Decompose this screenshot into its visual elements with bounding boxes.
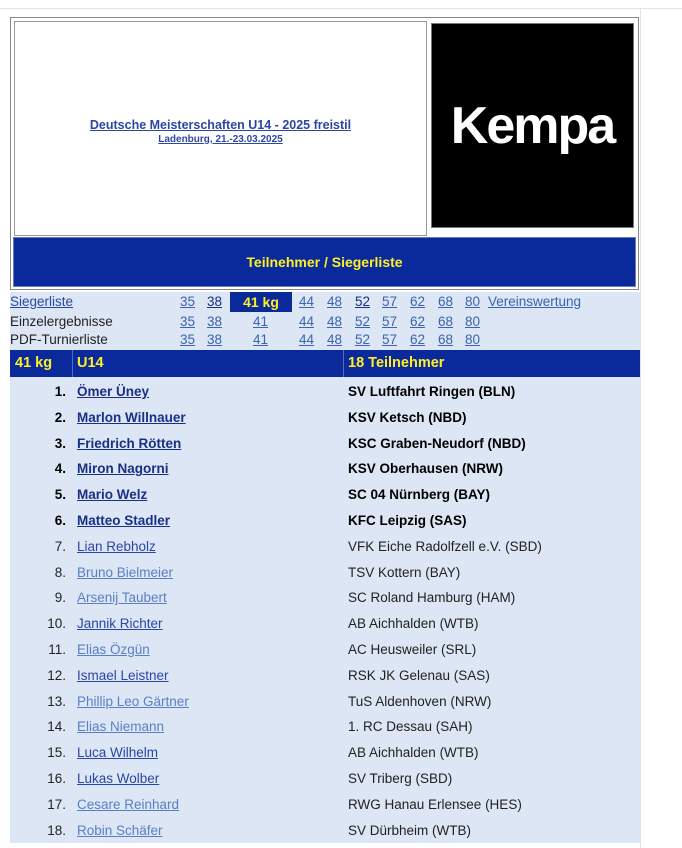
nav-einzel-44[interactable]: 44 [299, 314, 315, 329]
nav-siegerliste-link[interactable]: Siegerliste [10, 294, 74, 309]
club-cell: SV Dürbheim (WTB) [348, 822, 472, 838]
table-row [10, 688, 640, 714]
nav-siegerliste-57[interactable]: 57 [382, 294, 398, 309]
nav-einzel-52[interactable]: 52 [355, 314, 371, 329]
table-row [10, 739, 640, 765]
table-row [10, 430, 640, 456]
header-age-class: U14 [77, 355, 104, 371]
rank-cell: 14. [47, 719, 66, 735]
club-cell: SC 04 Nürnberg (BAY) [348, 487, 491, 503]
rank-cell: 4. [54, 461, 66, 477]
rank-cell: 18. [47, 822, 66, 838]
header-participant-count: 18 Teilnehmer [348, 355, 445, 371]
wrestler-name-link[interactable]: Jannik Richter [77, 616, 163, 632]
nav-siegerliste-35[interactable]: 35 [180, 294, 196, 309]
nav-siegerliste-48[interactable]: 48 [327, 294, 343, 309]
club-cell: KSV Ketsch (NBD) [348, 409, 467, 425]
table-row [10, 636, 640, 662]
wrestler-name-link[interactable]: Bruno Bielmeier [77, 564, 174, 580]
table-row [10, 455, 640, 481]
rank-cell: 1. [54, 384, 66, 399]
table-row [10, 507, 640, 533]
nav-vereinswertung-link[interactable]: Vereinswertung [488, 294, 582, 309]
rank-cell: 2. [54, 409, 66, 425]
nav-siegerliste-62[interactable]: 62 [410, 294, 426, 309]
wrestler-name-link[interactable]: Mario Welz [77, 487, 148, 503]
club-cell: AB Aichhalden (WTB) [348, 616, 479, 632]
wrestler-name-link[interactable]: Arsenij Taubert [77, 590, 167, 606]
rank-cell: 17. [47, 796, 66, 812]
nav-pdf-35[interactable]: 35 [180, 332, 196, 347]
nav-einzel-80[interactable]: 80 [465, 314, 481, 329]
top-divider [0, 8, 682, 9]
table-row [10, 713, 640, 739]
club-cell: TuS Aldenhoven (NRW) [348, 693, 492, 709]
nav-pdf-38[interactable]: 38 [207, 332, 223, 347]
wrestler-name-link[interactable]: Ismael Leistner [77, 667, 169, 683]
nav-einzelergebnisse-label: Einzelergebnisse [10, 314, 113, 329]
wrestler-name-link[interactable]: Ömer Üney [77, 384, 150, 399]
nav-pdf-68[interactable]: 68 [438, 332, 454, 347]
club-cell: SV Triberg (SBD) [348, 771, 453, 786]
table-row [10, 791, 640, 817]
sponsor-logo [431, 23, 634, 228]
club-cell: SV Luftfahrt Ringen (BLN) [348, 384, 516, 399]
table-row [10, 817, 640, 843]
rank-cell: 3. [54, 435, 66, 451]
wrestler-name-link[interactable]: Robin Schäfer [77, 822, 163, 838]
rank-cell: 6. [54, 513, 66, 528]
nav-pdf-80[interactable]: 80 [465, 332, 481, 347]
wrestler-name-link[interactable]: Elias Özgün [77, 642, 150, 657]
club-cell: VFK Eiche Radolfzell e.V. (SBD) [348, 538, 542, 554]
club-cell: AC Heusweiler (SRL) [348, 642, 477, 657]
nav-pdf-41[interactable]: 41 [253, 332, 269, 347]
rank-cell: 13. [47, 693, 66, 709]
results-table-body [10, 377, 640, 843]
table-row [10, 481, 640, 507]
table-row [10, 610, 640, 636]
right-divider [640, 8, 641, 848]
wrestler-name-link[interactable]: Elias Niemann [77, 719, 165, 735]
rank-cell: 16. [47, 771, 66, 786]
header-weight-class: 41 kg [15, 355, 53, 371]
banner-title: Teilnehmer / Siegerliste [246, 254, 403, 270]
nav-row-pdf-turnierliste [10, 330, 640, 349]
wrestler-name-link[interactable]: Friedrich Rötten [77, 435, 182, 451]
table-row [10, 533, 640, 559]
wrestler-name-link[interactable]: Lian Rebholz [77, 538, 156, 554]
table-row [10, 662, 640, 688]
nav-pdf-62[interactable]: 62 [410, 332, 426, 347]
club-cell: KSC Graben-Neudorf (NBD) [348, 435, 526, 451]
nav-pdf-57[interactable]: 57 [382, 332, 398, 347]
nav-row-siegerliste [10, 292, 640, 311]
rank-cell: 5. [54, 487, 66, 503]
results-table-header [10, 350, 640, 377]
nav-siegerliste-68[interactable]: 68 [438, 294, 454, 309]
rank-cell: 7. [54, 538, 66, 554]
nav-siegerliste-80[interactable]: 80 [465, 294, 481, 309]
nav-pdf-48[interactable]: 48 [327, 332, 343, 347]
nav-einzel-38[interactable]: 38 [207, 314, 223, 329]
club-cell: KSV Oberhausen (NRW) [348, 461, 504, 477]
club-cell: KFC Leipzig (SAS) [348, 513, 467, 528]
nav-einzel-48[interactable]: 48 [327, 314, 343, 329]
event-header [10, 17, 639, 290]
club-cell: RWG Hanau Erlensee (HES) [348, 796, 522, 812]
nav-einzel-62[interactable]: 62 [410, 314, 426, 329]
nav-einzel-68[interactable]: 68 [438, 314, 454, 329]
club-cell: TSV Kottern (BAY) [348, 564, 461, 580]
nav-einzel-57[interactable]: 57 [382, 314, 398, 329]
nav-pdf-52[interactable]: 52 [355, 332, 371, 347]
nav-einzel-41[interactable]: 41 [253, 314, 269, 329]
club-cell: RSK JK Gelenau (SAS) [348, 667, 490, 683]
nav-siegerliste-41-active[interactable]: 41 kg [230, 292, 292, 312]
sponsor-logo-text: Kempa [450, 96, 615, 155]
club-cell: SC Roland Hamburg (HAM) [348, 590, 516, 606]
wrestler-name-link[interactable]: Luca Wilhelm [77, 745, 159, 761]
wrestler-name-link[interactable]: Phillip Leo Gärtner [77, 693, 189, 709]
table-row [10, 378, 640, 404]
nav-siegerliste-38[interactable]: 38 [207, 294, 223, 309]
nav-pdf-44[interactable]: 44 [299, 332, 315, 347]
event-title-cell [14, 21, 427, 236]
wrestler-name-link[interactable]: Miron Nagorni [77, 461, 169, 477]
table-row [10, 584, 640, 610]
column-separator [343, 350, 344, 377]
club-cell: 1. RC Dessau (SAH) [348, 719, 473, 735]
event-title-link[interactable]: Deutsche Meisterschaften U14 - 2025 freistil [89, 118, 352, 132]
table-row [10, 765, 640, 791]
nav-einzel-35[interactable]: 35 [180, 314, 196, 329]
rank-cell: 12. [47, 667, 66, 683]
participants-banner [13, 237, 636, 287]
wrestler-name-link[interactable]: Marlon Willnauer [77, 409, 186, 425]
rank-cell: 9. [54, 590, 66, 606]
wrestler-name-link[interactable]: Matteo Stadler [77, 513, 171, 528]
table-row [10, 404, 640, 430]
table-row [10, 559, 640, 585]
rank-cell: 8. [54, 564, 66, 580]
column-separator [72, 350, 73, 377]
wrestler-name-link[interactable]: Lukas Wolber [77, 771, 160, 786]
wrestler-name-link[interactable]: Cesare Reinhard [77, 796, 180, 812]
nav-siegerliste-44[interactable]: 44 [299, 294, 315, 309]
event-location-date-link[interactable]: Ladenburg, 21.-23.03.2025 [158, 134, 283, 145]
nav-siegerliste-52[interactable]: 52 [355, 294, 371, 309]
club-cell: AB Aichhalden (WTB) [348, 745, 479, 761]
nav-row-einzelergebnisse [10, 312, 640, 331]
weight-class-nav [10, 292, 640, 350]
nav-pdf-label: PDF-Turnierliste [10, 332, 108, 347]
rank-cell: 15. [47, 745, 66, 761]
rank-cell: 11. [48, 642, 66, 657]
rank-cell: 10. [47, 616, 66, 632]
